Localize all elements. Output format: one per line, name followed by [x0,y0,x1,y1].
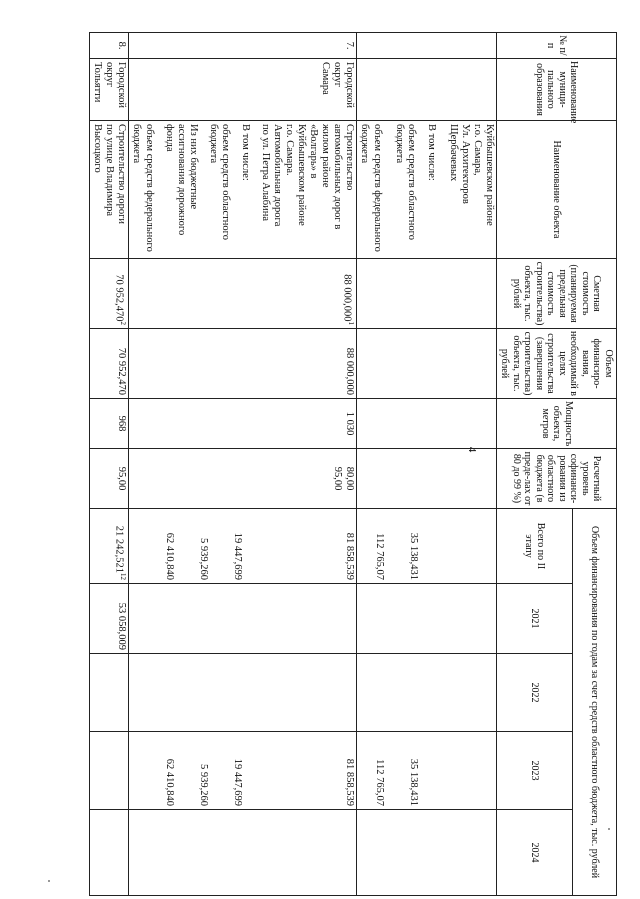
row8-object-line: Высоцкого [92,124,104,173]
header-2024: 2024 [497,810,573,896]
row7-object-line: Куйбышевском районе [296,124,308,226]
row8-volume: 70 952,470 [90,329,129,399]
prev-regional-label: объем средств областного бюджета [393,124,417,240]
row7-regional-total: 19 447,699 [232,532,244,580]
row7-level-b: 95,00 [332,466,344,491]
row7-total: 81 858,539 [344,532,356,580]
row8-object-cell [90,121,129,259]
header-no: № п/п [497,33,617,59]
prev-in-that: В том числе: [425,124,437,181]
page-number: 4 [466,446,478,453]
prev-object-line: Ул. Архитекторов [459,124,471,204]
header-total: Всего по II этапу [497,509,573,584]
prev-regional-2023: 35 138,431 [408,758,419,806]
row7-object-line: «Волгарь» в [308,124,320,179]
row7-level-a: 80,00 [344,466,356,491]
row7-object-line: г.о. Самара. [284,124,296,176]
row7-municipality: Городской округ Самара [129,59,357,121]
header-capacity: Мощность объекта, метров [497,399,617,449]
table-row-8 [90,33,129,896]
header-2021: 2021 [497,584,573,654]
header-2022: 2022 [497,654,573,732]
row8-object-line: по улице Владимира [104,124,116,217]
prev-federal-label: объем средств федерального бюджета [359,124,383,252]
row7-regional-label: объем средств областного бюджета [207,124,231,240]
row7-road-fund-total: 5 939,260 [198,538,210,580]
row7-object-line: автомобильных дорог в [332,124,344,230]
row8-no: 8. [90,33,129,59]
row7-object-cell [129,121,357,259]
row7-road-fund-label: Из них бюджетные ассигнования дорожного фонда [163,124,199,236]
row8-level: 95,00 [90,449,129,509]
prev-federal-2023: 112 765,07 [373,759,385,806]
row8-2021: 53 058,009 [90,584,129,654]
row7-road-fund-2023: 5 939,260 [198,764,210,806]
prev-regional-total: 35 138,431 [408,532,419,580]
row7-2023-cell [129,732,357,810]
prev-object-line: Куйбышевском районе [484,124,495,226]
header-municipality: Наименование муници-пального образования [497,59,617,121]
header-cost: Сметная стоимость (планируемая предельная стоимость строительства) объекта, тыс. рублей [497,259,617,329]
row7-federal-total: 62 410,840 [164,532,176,580]
row8-cost: 70 952,470$^2$ [90,259,129,329]
row7-object-line: Автомобильная дорога [272,124,284,227]
prev-object-line: Щербачевых [447,124,459,182]
row7-regional-2023: 19 447,699 [232,758,244,806]
row7-total-cell [129,509,357,584]
row8-capacity: 968 [90,399,129,449]
row7-level-cell [129,449,357,509]
prev-object-line: г.о. Самара, [471,124,483,176]
row7-object-line: по ул. Петра Алабина [260,124,271,221]
row7-federal-label: объем средств федерального бюджета [131,124,155,252]
scan-speck [48,880,50,882]
header-2023: 2023 [497,732,573,810]
table-row-7 [129,33,357,896]
header-object: Наименование объекта [497,121,617,259]
row8-municipality: Городской округ Тольятти [90,59,129,121]
row8-total: 21 242,521$^{12}$ [90,509,129,584]
header-volume: Объем финансиро-вания, необходимый в целях строительства (завершения строительства) объекта, тыс. рублей [497,329,617,399]
row7-no: 7. [129,33,357,59]
header-row-1 [572,33,616,896]
financing-table [89,32,617,896]
row7-volume: 88 000,000 [129,329,357,399]
row7-object-line: Строительство [344,124,356,191]
prev-block-row [357,33,497,896]
row7-object-line: жилом районе [320,124,332,188]
prev-object-cell [357,121,497,259]
prev-2023-cell [357,732,497,810]
scan-speck [608,828,610,830]
row7-capacity: 1 030 [129,399,357,449]
prev-total-cell [357,509,497,584]
header-funding-group: Объем финансирования по годам за счет средств областного бюджета, тыс. рублей [572,509,616,896]
row7-federal-2023: 62 410,840 [164,758,176,806]
header-level: Расчетный уровень софинанси-рования из областного бюджета (в преде-лах от 80 до 99 %) [497,449,617,509]
row7-cost: 88 000,000$^1$ [129,259,357,329]
row7-in-that: В том числе: [239,124,251,181]
prev-federal-total: 112 765,07 [373,533,385,580]
row7-2023: 81 858,539 [344,758,356,806]
row8-object-line: Строительство дороги [116,124,128,225]
